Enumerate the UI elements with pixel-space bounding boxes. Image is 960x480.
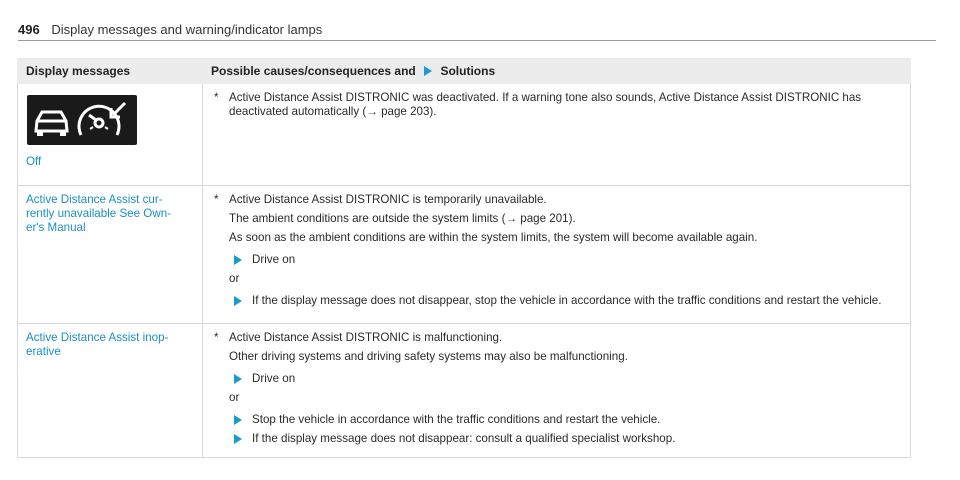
column-header-causes-solutions [203, 59, 911, 84]
causes-header-label: Possible causes/consequences and [211, 64, 416, 78]
solution-step [229, 253, 902, 267]
message-label-line: er's Manual [26, 221, 86, 234]
message-label-unavailable [26, 193, 194, 235]
step-text: Drive on [252, 253, 296, 266]
message-cell [18, 84, 203, 186]
step-arrow-icon [234, 296, 242, 306]
page-number: 496 [18, 22, 40, 37]
solutions-header-label: Solutions [440, 64, 496, 78]
or-separator: or [229, 391, 240, 404]
table-header-row [18, 59, 911, 84]
distronic-off-icon [27, 95, 137, 145]
table-row [18, 324, 911, 458]
info-paragraph: As soon as the ambient conditions are within the system limits, the system will become available again. [229, 231, 758, 244]
message-label-line: Active Distance Assist cur- [26, 193, 163, 206]
display-messages-table [17, 58, 911, 458]
cause-line [211, 91, 902, 119]
info-paragraph: Other driving systems and driving safety systems may also be malfunctioning. [229, 350, 628, 363]
step-text: Stop the vehicle in accordance with the traffic conditions and restart the vehicle. [252, 413, 661, 426]
info-paragraph: The ambient conditions are outside the system limits (→ page 201). [229, 212, 576, 225]
solution-step [229, 372, 902, 386]
header-divider [18, 40, 936, 41]
table-row [18, 84, 911, 186]
column-header-display-messages: Display messages [18, 59, 203, 84]
causes-cell [203, 84, 911, 186]
step-arrow-icon [234, 374, 242, 384]
table-row [18, 186, 911, 324]
page-title: Display messages and warning/indicator lamps [51, 22, 323, 37]
solution-step [229, 432, 902, 446]
message-label-line: Active Distance Assist inop- [26, 331, 169, 344]
cause-line [211, 331, 902, 345]
step-text: If the display message does not disappear, stop the vehicle in accordance with the traffic conditions and restart the vehicle. [252, 294, 882, 307]
causes-cell [203, 186, 911, 324]
cause-text: Active Distance Assist DISTRONIC is malfunctioning. [229, 331, 503, 344]
message-label-inoperative [26, 331, 194, 359]
message-label-line: erative [26, 345, 61, 358]
cause-text: Active Distance Assist DISTRONIC is temporarily unavailable. [229, 193, 547, 206]
step-arrow-icon [234, 415, 242, 425]
solution-step [229, 413, 902, 427]
causes-cell [203, 324, 911, 458]
bullet-star: * [214, 91, 219, 104]
page-header [18, 22, 322, 37]
or-separator: or [229, 272, 240, 285]
message-cell [18, 324, 203, 458]
solution-step [229, 294, 902, 308]
step-arrow-icon [234, 434, 242, 444]
solution-arrow-icon [424, 66, 432, 76]
message-cell [18, 186, 203, 324]
step-text: Drive on [252, 372, 296, 385]
message-label-off: Off [26, 155, 42, 168]
step-text: If the display message does not disappear: consult a qualified specialist workshop. [252, 432, 676, 445]
bullet-star: * [214, 193, 219, 206]
cause-line [211, 193, 902, 207]
bullet-star: * [214, 331, 219, 344]
message-label-line: rently unavailable See Own- [26, 207, 172, 220]
cause-text: Active Distance Assist DISTRONIC was deactivated. If a warning tone also sounds, Active Distance Assist DISTRONIC has deactivated automatically (→ page 203). [229, 91, 862, 118]
step-arrow-icon [234, 255, 242, 265]
